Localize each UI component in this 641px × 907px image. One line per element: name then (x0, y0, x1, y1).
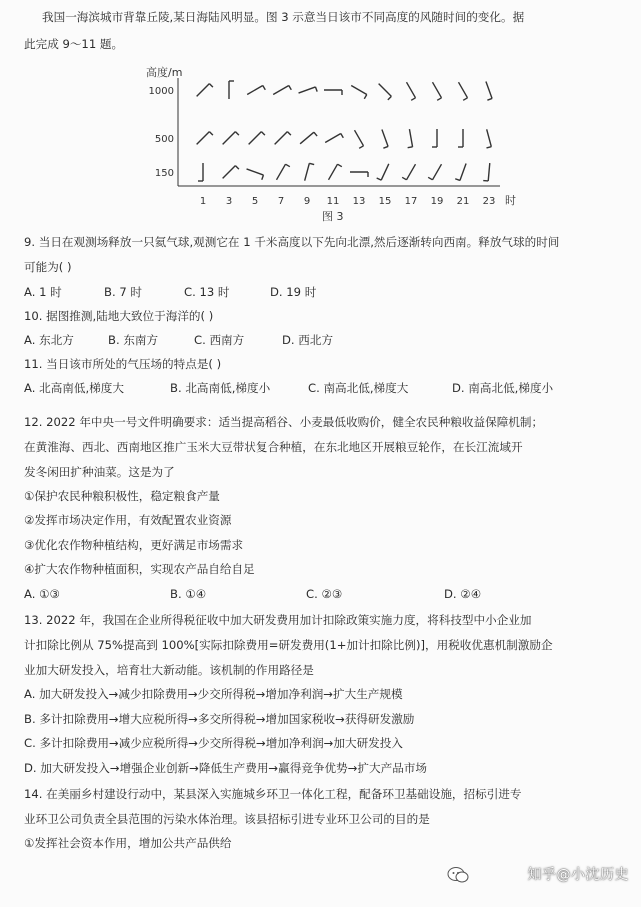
wind-barb-flag (408, 147, 413, 148)
x-tick-labels (200, 196, 496, 207)
q12-item-2-text: ②发挥市场决定作用，有效配置农业资源 (24, 513, 232, 527)
q13-line-3: 业加大研发投入，培育壮大新动能。该机制的作用路径是 (24, 663, 314, 677)
wind-barb-flag (235, 132, 239, 136)
wind-barb-flag (411, 98, 415, 101)
x-tick-label: 13 (352, 196, 366, 207)
wind-barb (247, 169, 264, 175)
wind-barb-flag (377, 178, 382, 180)
wind-barb-flag (364, 95, 367, 99)
wind-barb-flag (437, 98, 441, 101)
q13-option-c[interactable]: C. 多计扣除费用→减少应税所得→少交所得税→增加净利润→加大研发投入 (24, 736, 403, 750)
wind-barb (249, 132, 262, 145)
q14-item-1-text: ①发挥社会资本作用，增加公共产品供给 (24, 836, 232, 850)
wind-barb-flag (235, 166, 239, 170)
q10-option-c[interactable]: C. 西南方 (194, 333, 245, 347)
y-tick-label: 150 (154, 168, 174, 179)
wind-barb (379, 84, 392, 97)
q10-option-d[interactable]: D. 西北方 (282, 333, 334, 347)
chart-caption: 图 3 (322, 210, 344, 223)
q11-option-d[interactable]: D. 南高北低,梯度小 (452, 381, 554, 395)
intro-line-2: 此完成 9～11 题。 (24, 37, 124, 51)
wind-barb (486, 82, 492, 99)
wind-barb-flag (428, 177, 432, 180)
x-tick-label: 15 (378, 196, 392, 207)
wind-barbs (197, 81, 492, 181)
wind-barb (223, 166, 236, 179)
x-tick-label: 7 (277, 196, 285, 207)
wind-barb (325, 134, 341, 143)
wind-barb (488, 163, 490, 181)
q9-option-a[interactable]: A. 1 时 (24, 285, 62, 299)
y-tick-label: 1000 (148, 86, 174, 97)
wind-chart (120, 64, 520, 224)
q12-option-a[interactable]: A. ①③ (24, 587, 60, 601)
q12-item-1-text: ①保护农民种粮积极性，稳定粮食产量 (24, 489, 220, 503)
wind-barb (409, 129, 412, 147)
q12-option-b[interactable]: B. ①④ (170, 587, 207, 601)
q10-line: 10. 据图推测,陆地大致位于海洋的( ) (24, 309, 214, 323)
x-tick-label: 21 (456, 196, 470, 207)
wind-barb (433, 164, 442, 180)
wind-barb (305, 163, 310, 180)
wind-barb-flag (487, 98, 492, 100)
q13-line-2: 计扣除比例从 75%提高到 100%[实际扣除费用=研发费用(1+加计扣除比例)]，用税收优惠机制激励企 (24, 638, 553, 652)
wind-barb (460, 164, 466, 181)
q12-option-c[interactable]: C. ②③ (306, 587, 343, 601)
q10-options (0, 332, 641, 348)
wind-chart-svg (120, 64, 520, 224)
y-tick-labels (149, 86, 174, 179)
x-tick-label: 11 (326, 196, 340, 207)
wind-barb (459, 82, 468, 98)
q11-options (0, 380, 641, 396)
wind-barb-flag (289, 86, 292, 90)
wind-barb-flag (315, 87, 317, 92)
x-tick-label: 17 (404, 196, 418, 207)
watermark-text: 知乎@小沈历史 (527, 867, 629, 883)
wind-barb-flag (455, 179, 460, 181)
x-tick-label: 3 (225, 196, 233, 207)
x-tick-label: 5 (251, 196, 259, 207)
wind-barb (407, 82, 416, 98)
chart-xlabel: 时 (505, 194, 516, 207)
wind-barb-flag (209, 84, 213, 88)
wind-barb-flag (383, 146, 388, 148)
intro-line-1: 我国一海滨城市背靠丘陵,某日海陆风明显。图 3 示意当日该市不同高度的风随时间的变化。据 (42, 10, 525, 24)
q10-option-a[interactable]: A. 东北方 (24, 333, 74, 347)
q12-option-d[interactable]: D. ②④ (444, 587, 482, 601)
q13-option-b[interactable]: B. 多计扣除费用→增大应税所得→多交所得税→增加国家税收→获得研发激励 (24, 712, 415, 726)
q9-option-c[interactable]: C. 13 时 (184, 285, 230, 299)
wind-barb-flag (402, 177, 406, 180)
wind-barb (351, 86, 367, 95)
x-tick-label: 19 (430, 196, 444, 207)
wind-barb (299, 87, 316, 93)
q11-option-c[interactable]: C. 南高北低,梯度大 (308, 381, 409, 395)
q11-option-a[interactable]: A. 北高南低,梯度大 (24, 381, 124, 395)
wind-barb-flag (486, 147, 491, 148)
wind-barb (247, 86, 263, 95)
x-tick-label: 23 (482, 196, 496, 207)
wind-barb (329, 164, 338, 180)
wind-barb-flag (287, 132, 291, 136)
wind-barb (300, 132, 314, 144)
q12-line-1: 12. 2022 年中央一号文件明确要求：适当提高稻谷、小麦最低收购价，健全农民种粮收益保障机制； (24, 415, 544, 429)
wind-barb-flag (463, 98, 467, 101)
q14-line-1: 14. 在美丽乡村建设行动中，某县深入实施城乡环卫一体化工程，配备环卫基础设施，招标引进专 (24, 787, 522, 801)
wind-barb-flag (388, 96, 392, 100)
q10-option-b[interactable]: B. 东南方 (108, 333, 159, 347)
q9-line-2: 可能为( ) (24, 260, 72, 274)
q14-line-2: 业环卫公司负责全县范围的污染水体治理。该县招标引进专业环卫公司的目的是 (24, 812, 430, 826)
wind-barb-flag (341, 134, 344, 138)
wind-barb-flag (359, 146, 363, 149)
wind-barb-flag (262, 175, 264, 180)
x-tick-label: 1 (199, 196, 207, 207)
wind-barb (487, 129, 492, 146)
q13-option-d[interactable]: D. 加大研发投入→增强企业创新→降低生产费用→赢得竞争优势→扩大产品市场 (24, 761, 427, 775)
y-tick-label: 500 (154, 134, 174, 145)
wind-barb-flag (261, 132, 265, 136)
q11-option-b[interactable]: B. 北高南低,梯度小 (170, 381, 271, 395)
wind-barb (407, 164, 416, 180)
chart-ylabel: 高度/m (146, 66, 183, 79)
wind-barb (355, 130, 364, 146)
q12-options (0, 586, 641, 602)
q12-line-3: 发冬闲田扩种油菜。这是为了 (24, 465, 175, 479)
q11-line: 11. 当日该市所处的气压场的特点是( ) (24, 357, 222, 371)
wind-barb-flag (309, 163, 314, 164)
wind-barb-flag (263, 86, 266, 90)
wind-barb (433, 82, 442, 98)
wind-barb (275, 132, 288, 145)
q9-option-b[interactable]: B. 7 时 (104, 285, 142, 299)
wind-barb (197, 84, 210, 97)
wind-barb-flag (338, 164, 342, 167)
wind-barb (273, 86, 289, 95)
wind-barb (197, 132, 210, 145)
q9-options (0, 284, 641, 300)
q13-option-a[interactable]: A. 加大研发投入→减少扣除费用→少交所得税→增加净利润→扩大生产规模 (24, 687, 403, 701)
q12-item-3-text: ③优化农作物种植结构，更好满足市场需求 (24, 538, 244, 552)
wind-barb-flag (209, 132, 213, 136)
wind-barb (381, 164, 389, 180)
q9-option-d[interactable]: D. 19 时 (270, 285, 317, 299)
wind-barb (277, 164, 286, 180)
wind-barb (382, 130, 388, 147)
q9-line-1: 9. 当日在观测场释放一只氦气球,观测它在 1 千米高度以下先向北漂,然后逐渐转向西南。释放气球的时间 (24, 235, 560, 249)
zhihu-logo-icon (447, 866, 469, 884)
x-tick-label: 9 (303, 196, 311, 207)
wind-barb-flag (286, 164, 290, 167)
q13-line-1: 13. 2022 年，我国在企业所得税征收中加大研发费用加计扣除政策实施力度，将科技型中小企业加 (24, 613, 532, 627)
q12-item-4-text: ④扩大农作物种植面积，实现农产品自给自足 (24, 562, 255, 576)
wind-barb-flag (314, 132, 317, 136)
wind-barb (223, 132, 236, 145)
q12-line-2: 在黄淮海、西北、西南地区推广玉米大豆带状复合种植，在东北地区开展粮豆轮作，在长江流域开 (24, 440, 523, 454)
